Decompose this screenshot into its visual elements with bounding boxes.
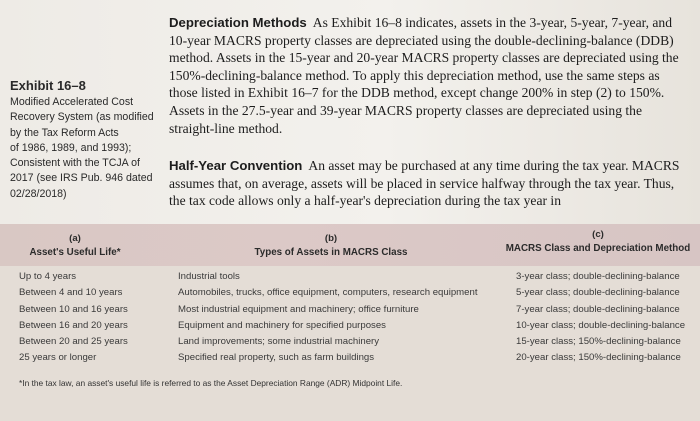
cell-asset-types: Most industrial equipment and machinery; office furniture — [178, 303, 419, 315]
cell-useful-life: Up to 4 years — [19, 271, 77, 282]
column-header-asset-types — [236, 233, 426, 258]
half-year-text: An asset may be purchased at any time during the tax year. MACRS assumes that, on average, assets will be placed in service halfway through the tax year. Thus, the tax code allows only a half-year's depreciation during the tax year in — [169, 158, 680, 209]
body-text — [169, 14, 687, 210]
caption-line: 2017 (see IRS Pub. 946 dated — [10, 172, 153, 185]
cell-asset-types: Specified real property, such as farm buildings — [178, 352, 375, 364]
caption-line: by the Tax Reform Acts — [10, 126, 119, 139]
cell-useful-life: Between 16 and 20 years — [19, 319, 128, 331]
table-row — [0, 304, 700, 320]
exhibit-number: Exhibit 16–8 — [10, 78, 86, 93]
cell-asset-types: Industrial tools — [178, 271, 240, 282]
table-row — [0, 336, 700, 352]
column-letter: (b) — [324, 233, 338, 244]
exhibit-description — [10, 95, 160, 202]
cell-macrs-class: 15-year class; 150%-declining-balance — [516, 336, 681, 348]
caption-line: Recovery System (as modified — [10, 111, 154, 124]
column-title: MACRS Class and Depreciation Method — [505, 243, 691, 254]
table-row — [0, 320, 700, 336]
cell-asset-types: Equipment and machinery for specified purposes — [178, 319, 386, 331]
column-letter: (a) — [69, 233, 81, 244]
cell-macrs-class: 7-year class; double-declining-balance — [516, 303, 680, 315]
cell-macrs-class: 20-year class; 150%-declining-balance — [516, 352, 681, 364]
cell-useful-life: 25 years or longer — [19, 352, 97, 364]
cell-asset-types: Automobiles, trucks, office equipment, computers, research equipment — [178, 287, 478, 299]
depreciation-methods-text: As Exhibit 16–8 indicates, assets in the 3-year, 5-year, 7-year, and 10-year MACRS property classes are depreciated using the double-declining-balance (DDB) method. Assets in the 15-year and 20-year MACRS property classes are depreciated using the 150%-declining-balance method. To apply this depreciation method, use the same steps as those listed in Exhibit 16–7 for the DDB method, except change 200% in step (2) to 150%. Assets in the 27.5-year and 39-year MACRS property classes are depreciated using the straight-line method. — [169, 15, 679, 136]
cell-asset-types: Land improvements; some industrial machinery — [178, 336, 380, 348]
column-title: Types of Assets in MACRS Class — [254, 247, 408, 258]
caption-line: Consistent with the TCJA of — [10, 157, 140, 170]
cell-macrs-class: 3-year class; double-declining-balance — [516, 271, 680, 282]
cell-macrs-class: 5-year class; double-declining-balance — [516, 287, 680, 299]
macrs-table — [0, 224, 700, 421]
caption-line: of 1986, 1989, and 1993); — [10, 141, 132, 154]
cell-macrs-class: 10-year class; double-declining-balance — [516, 319, 686, 331]
half-year-heading: Half-Year Convention — [169, 158, 303, 174]
table-row — [0, 271, 700, 287]
depreciation-methods-heading: Depreciation Methods — [169, 15, 307, 30]
table-row — [0, 287, 700, 303]
column-header-macrs-class — [503, 229, 693, 254]
cell-useful-life: Between 4 and 10 years — [19, 287, 123, 299]
table-footnote: *In the tax law, an asset's useful life is referred to as the Asset Depreciation Range (ADR) Midpoint Life. — [19, 378, 403, 388]
half-year-paragraph — [169, 157, 687, 210]
column-letter: (c) — [592, 229, 604, 240]
table-body — [0, 271, 700, 369]
depreciation-methods-paragraph — [169, 14, 687, 137]
table-row — [0, 352, 700, 368]
column-title: Asset's Useful Life* — [29, 247, 121, 258]
caption-line: Modified Accelerated Cost — [10, 96, 134, 108]
table-header — [0, 224, 700, 266]
column-header-useful-life — [10, 233, 140, 258]
cell-useful-life: Between 10 and 16 years — [19, 303, 128, 315]
caption-line: 02/28/2018) — [10, 187, 67, 200]
exhibit-caption — [10, 78, 160, 202]
cell-useful-life: Between 20 and 25 years — [19, 336, 128, 348]
